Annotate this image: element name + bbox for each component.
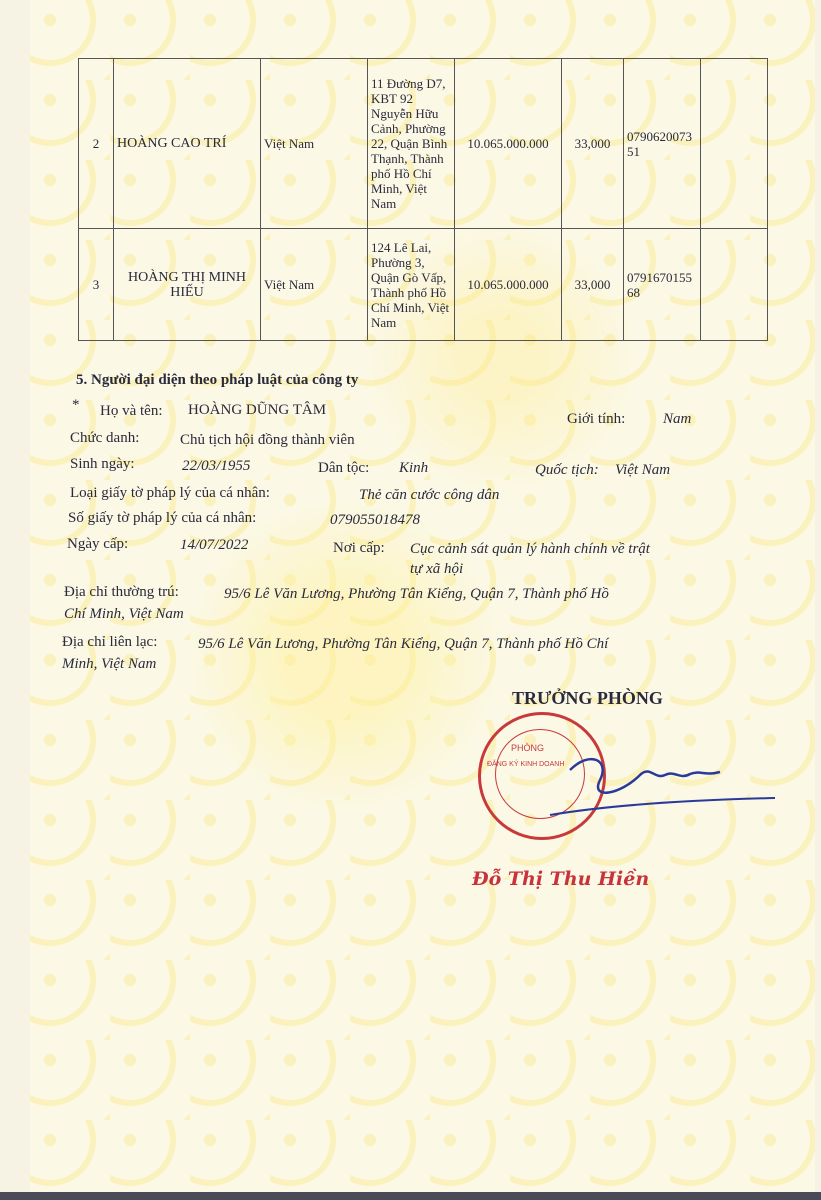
row-number: 3 <box>79 229 114 341</box>
permanent-address-label: Địa chỉ thường trú: <box>64 584 179 600</box>
member-nationality: Việt Nam <box>261 229 368 341</box>
member-name: HOÀNG CAO TRÍ <box>114 59 261 229</box>
ethnic-value: Kinh <box>399 460 429 476</box>
page-bottom-edge <box>0 1192 821 1200</box>
contact-address-value: 95/6 Lê Văn Lương, Phường Tân Kiểng, Quận 7, Thành phố Hồ Chí <box>198 636 609 652</box>
position-label: Chức danh: <box>70 430 140 446</box>
member-id-number: 079167015568 <box>624 229 701 341</box>
permanent-address-value: 95/6 Lê Văn Lương, Phường Tân Kiểng, Quận 7, Thành phố Hồ <box>224 586 609 602</box>
signer-name: Đỗ Thị Thu Hiền <box>472 868 650 890</box>
gender-value: Nam <box>663 411 692 427</box>
issue-date-label: Ngày cấp: <box>67 536 129 552</box>
bullet-marker: * <box>72 397 80 413</box>
table-row <box>79 229 768 341</box>
member-nationality: Việt Nam <box>261 59 368 229</box>
members-table <box>78 58 768 341</box>
contact-address-value-cont: Minh, Việt Nam <box>62 656 157 672</box>
dob-value: 22/03/1955 <box>182 458 251 474</box>
member-percent: 33,000 <box>562 229 624 341</box>
doc-number-label: Số giấy tờ pháp lý của cá nhân: <box>68 510 257 526</box>
handwritten-signature <box>530 730 790 830</box>
member-note <box>701 229 768 341</box>
issue-place-value: Cục cảnh sát quản lý hành chính về trật <box>410 541 650 557</box>
member-id-number: 079062007351 <box>624 59 701 229</box>
nationality-label: Quốc tịch: <box>535 462 599 478</box>
row-number: 2 <box>79 59 114 229</box>
issue-place-label: Nơi cấp: <box>333 540 385 556</box>
dob-label: Sinh ngày: <box>70 456 135 472</box>
contact-address-label: Địa chỉ liên lạc: <box>62 634 158 650</box>
doc-number-value: 079055018478 <box>330 512 420 528</box>
member-address: 11 Đường D7, KBT 92 Nguyễn Hữu Cảnh, Phường 22, Quận Bình Thạnh, Thành phố Hồ Chí Minh, Việt Nam <box>368 59 455 229</box>
permanent-address-value-cont: Chí Minh, Việt Nam <box>64 606 184 622</box>
seal-text-mid: ĐĂNG KÝ KINH DOANH <box>487 761 565 768</box>
name-label: Họ và tên: <box>100 403 163 419</box>
member-percent: 33,000 <box>562 59 624 229</box>
ethnic-label: Dân tộc: <box>318 460 370 476</box>
position-value: Chủ tịch hội đồng thành viên <box>180 432 355 448</box>
section-title: 5. Người đại diện theo pháp luật của công ty <box>76 372 359 388</box>
member-capital: 10.065.000.000 <box>455 59 562 229</box>
member-note <box>701 59 768 229</box>
gender-label: Giới tính: <box>567 411 626 427</box>
member-capital: 10.065.000.000 <box>455 229 562 341</box>
doc-type-label: Loại giấy tờ pháp lý của cá nhân: <box>70 485 270 501</box>
seal-text-top: PHÒNG <box>511 743 545 753</box>
name-value: HOÀNG DŨNG TÂM <box>188 402 327 418</box>
doc-type-value: Thẻ căn cước công dân <box>359 487 500 503</box>
table-row <box>79 59 768 229</box>
member-address: 124 Lê Lai, Phường 3, Quận Gò Vấp, Thành phố Hồ Chí Minh, Việt Nam <box>368 229 455 341</box>
issue-place-value-cont: tự xã hội <box>410 561 464 577</box>
nationality-value: Việt Nam <box>615 462 671 478</box>
member-name: HOÀNG THỊ MINH HIẾU <box>114 229 261 341</box>
signer-role: TRƯỞNG PHÒNG <box>512 688 663 708</box>
issue-date-value: 14/07/2022 <box>180 537 249 553</box>
